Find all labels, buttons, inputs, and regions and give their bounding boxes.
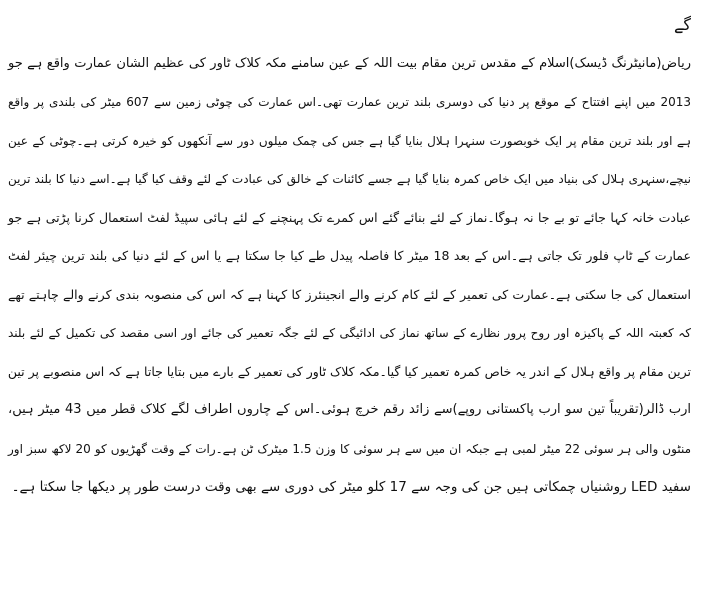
- article-line: منٹوں والی ہر سوئی 22 میٹر لمبی ہے جبکہ ان میں سے ہر سوئی کا وزن 1.5 میٹرک ٹن ہے۔رات کے وقت گھڑیوں کو 20 لاکھ سبز اور: [8, 441, 691, 456]
- article-line: ہے اور بلند ترین مقام پر ایک خوبصورت سنہرا ہلال بنایا گیا ہے جس کی چمک میلوں دور سے آنکھوں کو خیرہ کرتی ہے۔چوٹی کے عین: [8, 133, 691, 148]
- article-line: ترین مقام پر واقع ہلال کے اندر یہ خاص کمرہ تعمیر کیا گیا۔مکہ کلاک ٹاور کی تعمیر کے بارے میں بتایا جاتا ہے کہ اس منصوبے پر تین: [7, 363, 691, 379]
- article-line: ریاض(مانیٹرنگ ڈیسک)اسلام کے مقدس ترین مقام بیت اللہ کے عین سامنے مکہ کلاک ٹاور کی عظیم الشان عمارت واقع ہے جو: [8, 55, 691, 71]
- article-line: سفید LED روشنیاں چمکاتی ہیں جن کی وجہ سے 17 کلو میٹر کی دوری سے بھی وقت درست طور پر دیکھا جا سکتا ہے۔: [11, 479, 691, 495]
- article-line: عمارت کے ٹاپ فلور تک جاتی ہے۔اس کے بعد 18 میٹر کا فاصلہ پیدل طے کیا جا سکتا ہے یا اس کے لئے دنیا کی بلند ترین چیئر لفٹ: [8, 248, 691, 263]
- article-line: کہ کعبتہ اللہ کے پاکیزہ اور روح پرور نظارے کے ساتھ نماز کی ادائیگی کے لئے جگہ تعمیر کی جائے اور اسی مقصد کی تکمیل کے لئے بلند: [8, 326, 691, 340]
- article-line: 2013 میں اپنے افتتاح کے موقع پر دنیا کی دوسری بلند ترین عمارت تھی۔اس عمارت کی چوٹی زمین سے 607 میٹر کی بلندی پر واقع: [8, 95, 691, 109]
- article-line: استعمال کی جا سکتی ہے۔عمارت کی تعمیر کے لئے کام کرنے والے انجینئرز کا کہنا ہے کہ اس کی منصوبہ بندی کرنے والے چاہتے تھے: [8, 286, 691, 302]
- article-line: عبادت خانہ کہا جائے تو بے جا نہ ہوگا۔نماز کے لئے بنائے گئے اس کمرے تک پہنچنے کے لئے ہائی سپیڈ لفٹ استعمال کرنا پڑتی ہے جو: [8, 209, 691, 225]
- article-line: نیچے،سنہری ہلال کی بنیاد میں ایک خاص کمرہ بنایا گیا ہے جسے کائنات کے خالق کی عبادت کے لئے وقف کیا گیا ہے۔اسے دنیا کا بلند ترین: [8, 172, 691, 186]
- article-line: ارب ڈالر(تقریباً تین سو ارب پاکستانی روپے)سے زائد رقم خرچ ہوئی۔اس کے چاروں اطراف لگے کلاک قطر میں 43 میٹر ہیں،: [8, 402, 691, 417]
- article-line: گے: [674, 15, 691, 34]
